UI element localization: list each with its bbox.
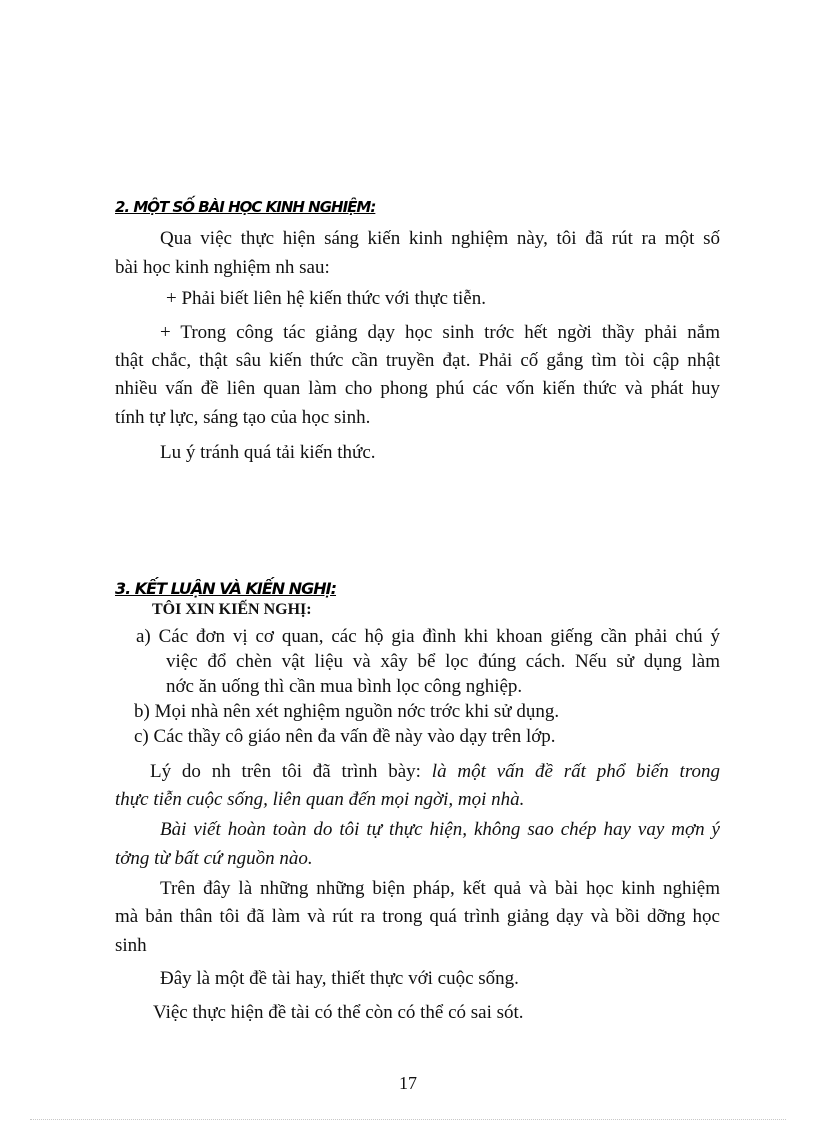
recommendation-subheading: TÔI XIN KIẾN NGHỊ: bbox=[152, 601, 312, 618]
closing-line-2: Việc thực hiện đề tài có thể còn có thể có sai sót. bbox=[153, 1002, 524, 1023]
recommendation-b: b) Mọi nhà nên xét nghiệm nguồn nớc trớc khi sử dụng. bbox=[134, 701, 560, 722]
page-bottom-border bbox=[30, 1119, 786, 1120]
lesson-point-2-line-2: thật chắc, thật sâu kiến thức cần truyền đạt. Phải cố gắng tìm tòi cập nhật bbox=[115, 350, 720, 371]
lesson-point-2-line-3: nhiều vấn đề liên quan làm cho phong phú các vốn kiến thức và phát huy bbox=[115, 378, 720, 399]
summary-line-2: mà bản thân tôi đã làm và rút ra trong quá trình giảng dạy và bồi dỡng học bbox=[115, 906, 720, 927]
section-2-intro-line-2: bài học kinh nghiệm nh sau: bbox=[115, 257, 330, 278]
reason-line-1 bbox=[150, 757, 720, 786]
originality-line-2: tởng từ bất cứ nguồn nào. bbox=[115, 848, 313, 869]
originality-line-1: Bài viết hoàn toàn do tôi tự thực hiện, không sao chép hay vay mợn ý bbox=[160, 819, 720, 840]
reason-lead: Lý do nh trên tôi đã trình bày: bbox=[150, 761, 421, 782]
page-number: 17 bbox=[399, 1073, 417, 1093]
lesson-point-2-line-4: tính tự lực, sáng tạo của học sinh. bbox=[115, 407, 371, 428]
recommendation-c: c) Các thầy cô giáo nên đa vấn đề này vào dạy trên lớp. bbox=[134, 726, 556, 747]
lesson-note: Lu ý tránh quá tải kiến thức. bbox=[160, 442, 376, 463]
section-2-heading: 2. MỘT SỐ BÀI HỌC KINH NGHIỆM: bbox=[115, 198, 376, 216]
section-2-intro-line-1: Qua việc thực hiện sáng kiến kinh nghiệm này, tôi đã rút ra một số bbox=[160, 228, 720, 249]
summary-line-3: sinh bbox=[115, 935, 147, 956]
lesson-point-1: + Phải biết liên hệ kiến thức với thực tiễn. bbox=[166, 288, 486, 309]
recommendation-a-line-1: a) Các đơn vị cơ quan, các hộ gia đình khi khoan giếng cần phải chú ý bbox=[136, 626, 720, 647]
closing-line-1: Đây là một đề tài hay, thiết thực với cuộc sống. bbox=[160, 968, 519, 989]
summary-line-1: Trên đây là những những biện pháp, kết quả và bài học kinh nghiệm bbox=[160, 878, 720, 899]
recommendation-a-line-3: nớc ăn uống thì cần mua bình lọc công nghiệp. bbox=[166, 676, 523, 697]
reason-line-2: thực tiễn cuộc sống, liên quan đến mọi ngời, mọi nhà. bbox=[115, 789, 525, 810]
recommendation-a-line-2: việc đổ chèn vật liệu và xây bể lọc đúng cách. Nếu sử dụng làm bbox=[166, 651, 720, 672]
lesson-point-2-line-1: + Trong công tác giảng dạy học sinh trớc hết ngời thầy phải nắm bbox=[160, 322, 720, 343]
section-3-heading: 3. KẾT LUẬN VÀ KIẾN NGHỊ: bbox=[115, 579, 337, 598]
reason-italic-1: là một vấn đề rất phổ biến trong bbox=[431, 761, 721, 782]
